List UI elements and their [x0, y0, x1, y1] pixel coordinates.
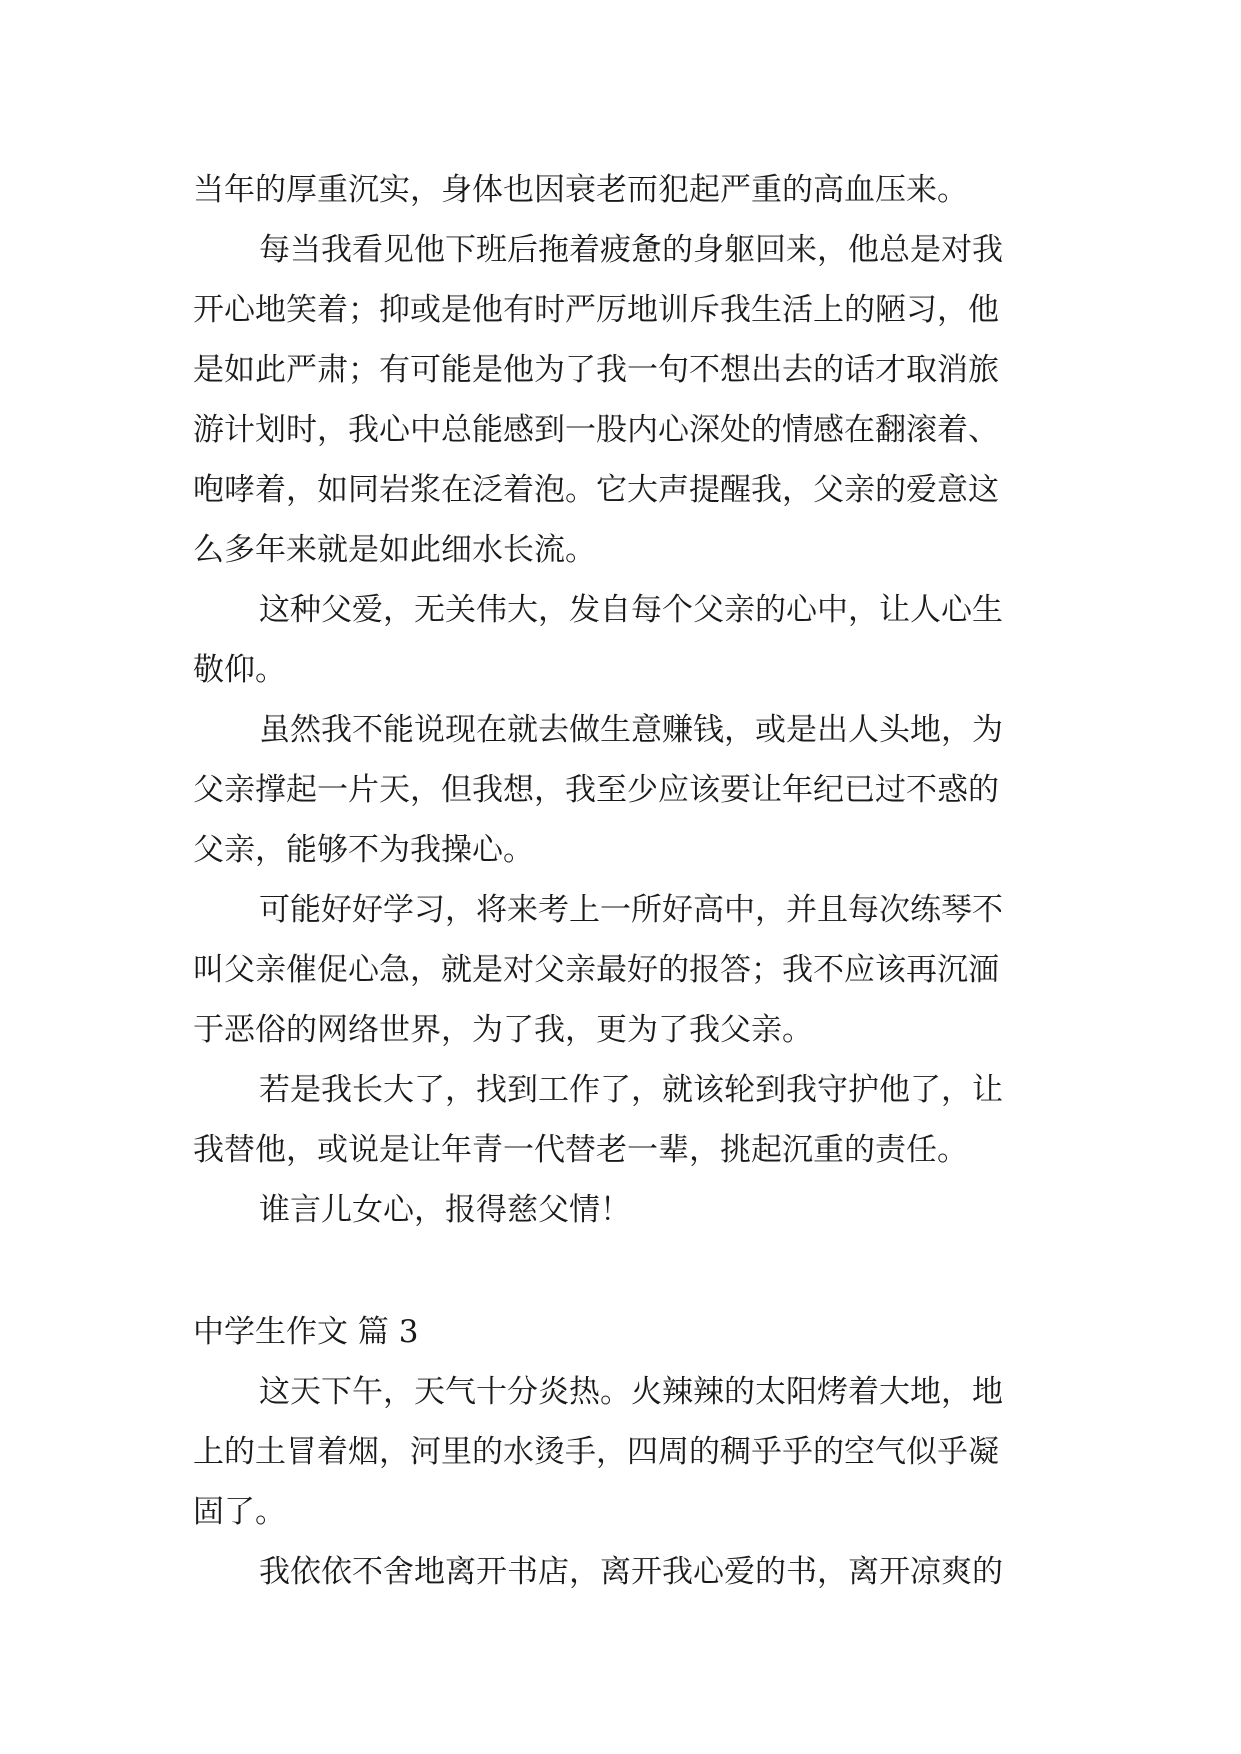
text-line: 于恶俗的网络世界，为了我，更为了我父亲。 [193, 1012, 813, 1048]
section-spacer [193, 1240, 1061, 1302]
paragraph-first-line: 我依依不舍地离开书店，离开我心爱的书，离开凉爽的 [259, 1554, 1003, 1590]
paragraph-first-line: 这天下午，天气十分炎热。火辣辣的太阳烤着大地，地 [259, 1374, 1003, 1410]
text-line: 咆哮着，如同岩浆在泛着泡。它大声提醒我，父亲的爱意这 [193, 472, 999, 508]
text-line: 固了。 [193, 1494, 286, 1530]
paragraph-first-line: 谁言儿女心，报得慈父情！ [259, 1192, 631, 1228]
paragraph-first-line: 若是我长大了，找到工作了，就该轮到我守护他了，让 [259, 1072, 1003, 1108]
text-line: 叫父亲催促心急，就是对父亲最好的报答；我不应该再沉湎 [193, 952, 999, 988]
section-heading: 中学生作文 篇 3 [193, 1314, 419, 1350]
text-line: 当年的厚重沉实，身体也因衰老而犯起严重的高血压来。 [193, 172, 968, 208]
text-line: 上的土冒着烟，河里的水烫手，四周的稠乎乎的空气似乎凝 [193, 1434, 999, 1470]
paragraph-first-line: 这种父爱，无关伟大，发自每个父亲的心中，让人心生 [259, 592, 1003, 628]
text-line: 父亲，能够不为我操心。 [193, 832, 534, 868]
paragraph-first-line: 每当我看见他下班后拖着疲惫的身躯回来，他总是对我 [259, 232, 1003, 268]
text-line: 我替他，或说是让年青一代替老一辈，挑起沉重的责任。 [193, 1132, 968, 1168]
text-line: 父亲撑起一片天，但我想，我至少应该要让年纪已过不惑的 [193, 772, 999, 808]
text-line: 敬仰。 [193, 652, 286, 688]
text-line: 游计划时，我心中总能感到一股内心深处的情感在翻滚着、 [193, 412, 999, 448]
paragraph-first-line: 虽然我不能说现在就去做生意赚钱，或是出人头地，为 [259, 712, 1003, 748]
paragraph-first-line: 可能好好学习，将来考上一所好高中，并且每次练琴不 [259, 892, 1003, 928]
text-line: 开心地笑着；抑或是他有时严厉地训斥我生活上的陋习，他 [193, 292, 999, 328]
text-line: 是如此严肃；有可能是他为了我一句不想出去的话才取消旅 [193, 352, 999, 388]
text-line: 么多年来就是如此细水长流。 [193, 532, 596, 568]
essay-body [193, 160, 1061, 1602]
